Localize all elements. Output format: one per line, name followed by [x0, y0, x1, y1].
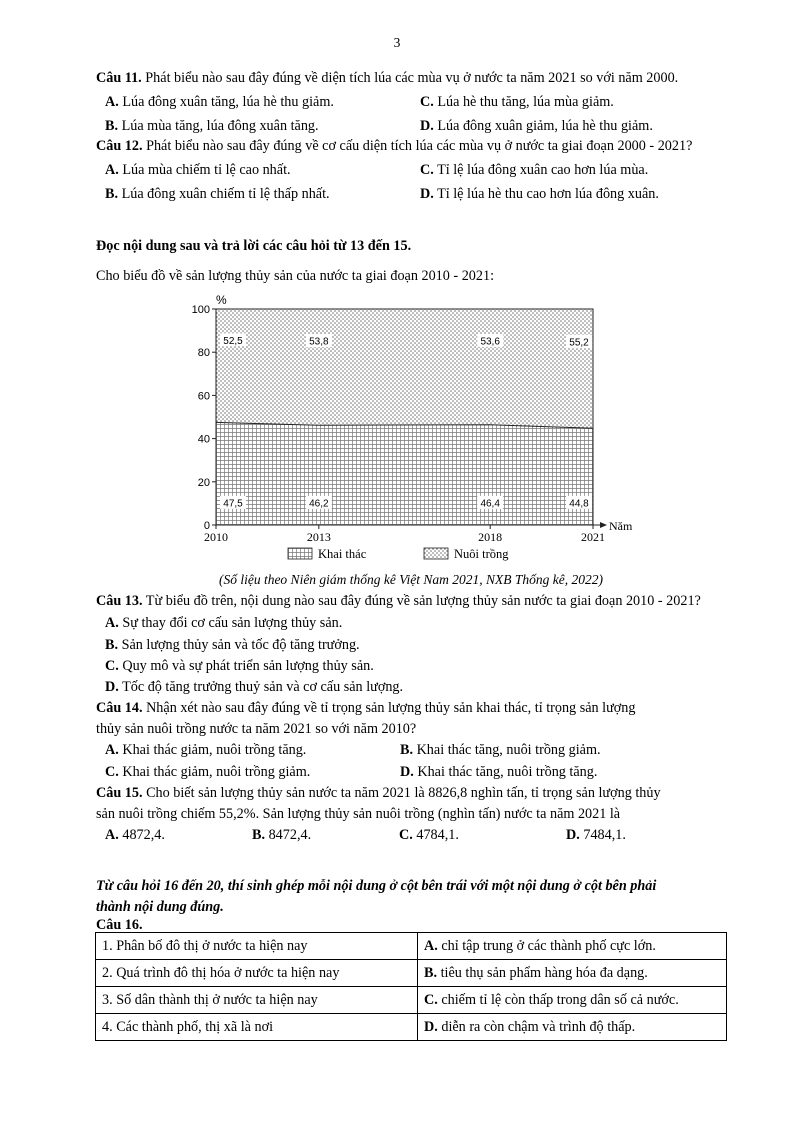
- question-13-label: Câu 13.: [96, 593, 143, 609]
- q13-option-d[interactable]: [105, 679, 403, 696]
- question-14-text-line2: thủy sản nuôi trồng nước ta năm 2021 so với năm 2010?: [96, 721, 417, 737]
- q15-option-a-key: A.: [105, 827, 119, 843]
- data-label: 55,2: [569, 337, 589, 349]
- q14-option-d-key: D.: [400, 764, 414, 780]
- section-heading-16-20-line2: thành nội dung đúng.: [96, 899, 224, 915]
- table-row: [96, 1014, 727, 1041]
- question-14-text-line1: Nhận xét nào sau đây đúng về tỉ trọng sản lượng thủy sản khai thác, tỉ trọng sản lượng: [142, 700, 636, 716]
- section-heading-16-20-line1: Từ câu hỏi 16 đến 20, thí sinh ghép mỗi nội dung ở cột bên trái với một nội dung ở cột bên phải: [96, 878, 657, 894]
- chart-source-note: (Số liệu theo Niên giám thống kê Việt Nam 2021, NXB Thống kê, 2022): [218, 572, 604, 587]
- q11-option-d[interactable]: [420, 118, 653, 135]
- data-label: 52,5: [223, 335, 243, 347]
- legend-label: Khai thác: [318, 547, 367, 561]
- table-cell-right[interactable]: [418, 987, 727, 1014]
- q13-option-b-text: Sản lượng thủy sản và tốc độ tăng trưởng.: [118, 637, 360, 653]
- table-cell-right[interactable]: [418, 1014, 727, 1041]
- q14-option-b-key: B.: [400, 742, 414, 758]
- q13-option-d-key: D.: [105, 679, 119, 695]
- q14-option-a-key: A.: [105, 742, 119, 758]
- q15-option-c-text: 4784,1.: [412, 827, 459, 843]
- q12-option-d-text: Tỉ lệ lúa hè thu cao hơn lúa đông xuân.: [433, 186, 659, 202]
- question-15-text-line1: Cho biết sản lượng thủy sản nước ta năm 2021 là 8826,8 nghìn tấn, tỉ trọng sản lượng thủy: [142, 785, 661, 801]
- q11-option-c-key: C.: [420, 94, 434, 110]
- table-row: [96, 933, 727, 960]
- y-tick-label: 40: [197, 433, 210, 446]
- q13-option-c[interactable]: [105, 658, 374, 675]
- q14-option-a[interactable]: [105, 742, 306, 759]
- area-nuoi-trong: [216, 309, 593, 428]
- q13-option-b-key: B.: [105, 637, 119, 653]
- area-khai-thac: [216, 422, 593, 525]
- q12-option-a-text: Lúa mùa chiếm tỉ lệ cao nhất.: [118, 162, 291, 178]
- legend-label: Nuôi trồng: [454, 547, 509, 561]
- q14-option-b[interactable]: [400, 742, 601, 759]
- right-text: chiếm tỉ lệ còn thấp trong dân số cả nước.: [437, 991, 679, 1008]
- table-cell-left[interactable]: 4. Các thành phố, thị xã là nơi: [96, 1014, 418, 1041]
- q15-option-b-text: 8472,4.: [265, 827, 312, 843]
- question-12: [96, 138, 692, 155]
- q15-option-a[interactable]: [105, 827, 165, 844]
- question-15-label: Câu 15.: [96, 785, 143, 801]
- question-14-label: Câu 14.: [96, 700, 143, 716]
- q13-option-c-text: Quy mô và sự phát triển sản lượng thủy sản.: [118, 658, 374, 674]
- q12-option-c-key: C.: [420, 162, 434, 178]
- fishery-chart: [180, 288, 640, 573]
- q13-option-c-key: C.: [105, 658, 119, 674]
- right-text: diễn ra còn chậm và trình độ thấp.: [437, 1018, 636, 1035]
- data-label: 53,8: [309, 336, 329, 348]
- q15-option-c-key: C.: [399, 827, 413, 843]
- question-15: [96, 785, 661, 802]
- question-12-label: Câu 12.: [96, 138, 143, 154]
- table-row: [96, 987, 727, 1014]
- y-tick-label: 100: [191, 304, 210, 316]
- q15-option-d-key: D.: [566, 827, 580, 843]
- question-11-label: Câu 11.: [96, 70, 142, 86]
- q13-option-a-key: A.: [105, 615, 119, 631]
- data-label: 47,5: [223, 498, 243, 510]
- table-cell-left[interactable]: 1. Phân bố đô thị ở nước ta hiện nay: [96, 933, 418, 960]
- right-key: A.: [424, 937, 438, 954]
- q15-option-a-text: 4872,4.: [118, 827, 165, 843]
- data-label: 46,2: [309, 498, 329, 510]
- q15-option-d-text: 7484,1.: [579, 827, 626, 843]
- q15-option-c[interactable]: [399, 827, 459, 844]
- q14-option-c-text: Khai thác giảm, nuôi trồng giảm.: [118, 764, 311, 780]
- x-tick-label: 2010: [204, 530, 228, 544]
- q14-option-d[interactable]: [400, 764, 597, 781]
- table-cell-right[interactable]: [418, 960, 727, 987]
- q14-option-a-text: Khai thác giảm, nuôi trồng tăng.: [118, 742, 307, 758]
- q11-option-b-key: B.: [105, 118, 119, 134]
- q12-option-d[interactable]: [420, 186, 659, 203]
- q11-option-a-key: A.: [105, 94, 119, 110]
- q12-option-c-text: Tỉ lệ lúa đông xuân cao hơn lúa mùa.: [433, 162, 649, 178]
- y-tick-label: 80: [197, 347, 210, 360]
- question-12-text: Phát biểu nào sau đây đúng về cơ cấu diện tích lúa các mùa vụ ở nước ta giai đoạn 2000 - 2021?: [142, 138, 693, 154]
- x-tick-label: 2021: [581, 530, 605, 544]
- legend-swatch: [288, 548, 312, 559]
- q11-option-c-text: Lúa hè thu tăng, lúa mùa giảm.: [433, 94, 614, 110]
- q14-option-d-text: Khai thác tăng, nuôi trồng tăng.: [413, 764, 598, 780]
- table-row: [96, 960, 727, 987]
- y-tick-label: 0: [203, 520, 210, 532]
- question-16-label: Câu 16.: [96, 917, 143, 933]
- legend-swatch: [424, 548, 448, 559]
- right-key: C.: [424, 991, 438, 1008]
- right-key: D.: [424, 1018, 438, 1035]
- q12-option-b-text: Lúa đông xuân chiếm tỉ lệ thấp nhất.: [118, 186, 330, 202]
- q11-option-a[interactable]: [105, 94, 334, 111]
- q14-option-c-key: C.: [105, 764, 119, 780]
- q11-option-d-key: D.: [420, 118, 434, 134]
- y-tick-label: 60: [197, 390, 210, 403]
- right-text: chỉ tập trung ở các thành phố cực lớn.: [437, 937, 656, 954]
- q12-option-c[interactable]: [420, 162, 648, 179]
- q11-option-b[interactable]: [105, 118, 319, 135]
- page-number: 3: [393, 35, 401, 50]
- question-11: [96, 70, 678, 87]
- q11-option-c[interactable]: [420, 94, 614, 111]
- x-axis-label: Năm: [609, 519, 633, 533]
- q13-option-b[interactable]: [105, 637, 360, 654]
- q12-option-a-key: A.: [105, 162, 119, 178]
- chart-intro: Cho biểu đồ về sản lượng thủy sản của nước ta giai đoạn 2010 - 2021:: [96, 268, 495, 284]
- section-heading-13-15: Đọc nội dung sau và trả lời các câu hỏi từ 13 đến 15.: [96, 238, 412, 254]
- question-14: [96, 700, 635, 717]
- q15-option-b-key: B.: [252, 827, 266, 843]
- question-13-text: Từ biểu đồ trên, nội dung nào sau đây đúng về sản lượng thủy sản nước ta giai đoạn 2010 - 2021?: [142, 593, 701, 609]
- x-tick-label: 2018: [478, 530, 503, 544]
- right-key: B.: [424, 964, 438, 981]
- q15-option-b[interactable]: [252, 827, 311, 844]
- y-axis-unit: %: [216, 293, 227, 307]
- question-15-text-line2: sản nuôi trồng chiếm 55,2%. Sản lượng thủy sản nuôi trồng (nghìn tấn) nước ta năm 2021 là: [96, 806, 621, 822]
- x-tick-label: 2013: [306, 530, 331, 544]
- q15-option-d[interactable]: [566, 827, 626, 844]
- data-label: 44,8: [569, 498, 589, 510]
- q14-option-c[interactable]: [105, 764, 310, 781]
- y-tick-label: 20: [197, 476, 210, 489]
- q11-option-d-text: Lúa đông xuân giảm, lúa hè thu giảm.: [433, 118, 653, 134]
- q11-option-a-text: Lúa đông xuân tăng, lúa hè thu giảm.: [118, 94, 334, 110]
- q12-option-b[interactable]: [105, 186, 330, 203]
- table-cell-left[interactable]: 3. Số dân thành thị ở nước ta hiện nay: [96, 987, 418, 1014]
- q11-option-b-text: Lúa mùa tăng, lúa đông xuân tăng.: [118, 118, 319, 134]
- table-cell-left[interactable]: 2. Quá trình đô thị hóa ở nước ta hiện nay: [96, 960, 418, 987]
- data-label: 53,6: [480, 336, 500, 348]
- q12-option-a[interactable]: [105, 162, 291, 179]
- right-text: tiêu thụ sản phẩm hàng hóa đa dạng.: [437, 964, 648, 981]
- question-11-text: Phát biểu nào sau đây đúng về diện tích lúa các mùa vụ ở nước ta năm 2021 so với năm 2000.: [141, 70, 679, 86]
- x-axis-arrow: [600, 522, 607, 528]
- table-cell-right[interactable]: [418, 933, 727, 960]
- q14-option-b-text: Khai thác tăng, nuôi trồng giảm.: [413, 742, 601, 758]
- q13-option-a-text: Sự thay đổi cơ cấu sản lượng thủy sản.: [118, 615, 343, 631]
- q13-option-a[interactable]: [105, 615, 342, 632]
- q13-option-d-text: Tốc độ tăng trưởng thuỷ sản và cơ cấu sản lượng.: [118, 679, 404, 695]
- data-label: 46,4: [480, 498, 500, 510]
- question-13: [96, 593, 701, 610]
- q12-option-d-key: D.: [420, 186, 434, 202]
- matching-table: [95, 932, 727, 1041]
- q12-option-b-key: B.: [105, 186, 119, 202]
